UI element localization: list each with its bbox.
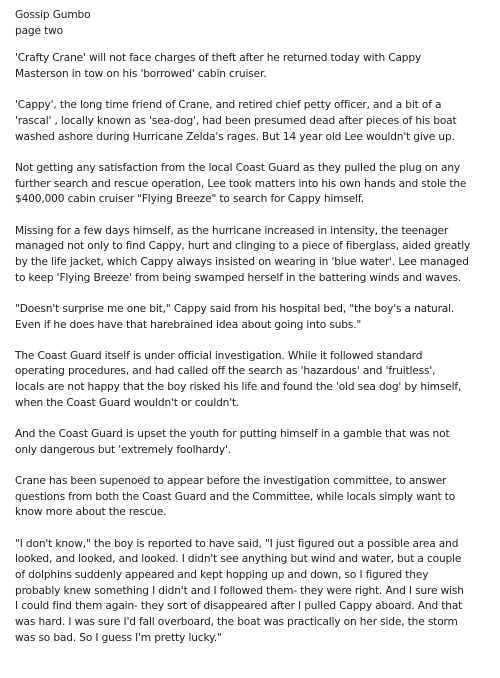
text-line: 'Crafty Crane' will not face charges of theft after he returned today with Cappy	[15, 52, 422, 65]
text-line: was hard. I was sure I'd fall overboard, the boat was practically on her side, the storm	[15, 616, 458, 629]
text-line: Crane has been supenoed to appear before the investigation committee, to answer	[15, 474, 447, 487]
paragraph	[15, 51, 490, 82]
text-line: Missing for a few days himself, as the hurricane increased in intensity, the teenager	[15, 224, 449, 237]
text-line: Not getting any satisfaction from the local Coast Guard as they pulled the plug on any	[15, 161, 461, 174]
paragraph	[15, 349, 490, 412]
page-number: page two	[15, 24, 63, 37]
text-line: operating procedures, and had called off the search as 'hazardous' and 'fruitless',	[15, 365, 436, 378]
text-line: know more about the rescue.	[15, 506, 167, 519]
text-line: when the Coast Guard wouldn't or couldn't.	[15, 396, 240, 409]
paragraph	[15, 427, 490, 458]
text-line: Masterson in tow on his 'borrowed' cabin cruiser.	[15, 68, 267, 81]
text-line: "I don't know," the boy is reported to have said, "I just figured out a possible area and	[15, 537, 459, 550]
paragraph	[15, 98, 490, 145]
text-line: locals are not happy that the boy risked his life and found the 'old sea dog' by himself,	[15, 381, 462, 394]
paragraph	[15, 161, 490, 208]
paragraph	[15, 302, 490, 333]
text-line: was so bad. So I guess I'm pretty lucky."	[15, 631, 222, 644]
text-line: $400,000 cabin cruiser "Flying Breeze" to search for Cappy himself.	[15, 193, 364, 206]
text-line: "Doesn't surprise me one bit," Cappy said from his hospital bed, "the boy's a natural.	[15, 302, 455, 315]
paragraph	[15, 537, 490, 647]
text-line: to keep 'Flying Breeze' from being swamped herself in the battering winds and waves.	[15, 271, 462, 284]
text-line: further search and rescue operation, Lee took matters into his own hands and stole the	[15, 177, 467, 190]
text-line: probably knew something I didn't and I followed them- they were right. And I sure wish	[15, 584, 464, 597]
text-line: looked, and looked, and looked. I didn't see anything but wind and water, but a couple	[15, 553, 462, 566]
text-line: And the Coast Guard is upset the youth for putting himself in a gamble that was not	[15, 428, 450, 441]
text-line: by the life jacket, which Cappy always insisted on wearing in 'blue water'. Lee managed	[15, 255, 469, 268]
text-line: I could find them again- they sort of disappeared after I pulled Cappy aboard. And that	[15, 600, 463, 613]
text-line: The Coast Guard itself is under official investigation. While it followed standard	[15, 349, 423, 362]
text-line: 'rascal' , locally known as 'sea-dog', had been presumed dead after pieces of his boat	[15, 115, 457, 128]
text-line: managed not only to find Cappy, hurt and clinging to a piece of fiberglass, aided greatly	[15, 240, 471, 253]
text-line: Even if he does have that harebrained idea about going into subs."	[15, 318, 362, 331]
publication-title: Gossip Gumbo	[15, 9, 91, 21]
paragraph	[15, 474, 490, 521]
text-line: only dangerous but 'extremely foolhardy'.	[15, 443, 231, 456]
text-line: of dolphins suddenly appeared and kept hopping up and down, so I figured they	[15, 568, 429, 581]
text-line: questions from both the Coast Guard and the Committee, while locals simply want to	[15, 490, 456, 503]
text-line: washed ashore during Hurricane Zelda's rages. But 14 year old Lee wouldn't give up.	[15, 130, 455, 143]
text-line: 'Cappy', the long time friend of Crane, and retired chief petty officer, and a bit of a	[15, 99, 442, 112]
paragraph	[15, 224, 490, 287]
page-header	[15, 8, 490, 39]
